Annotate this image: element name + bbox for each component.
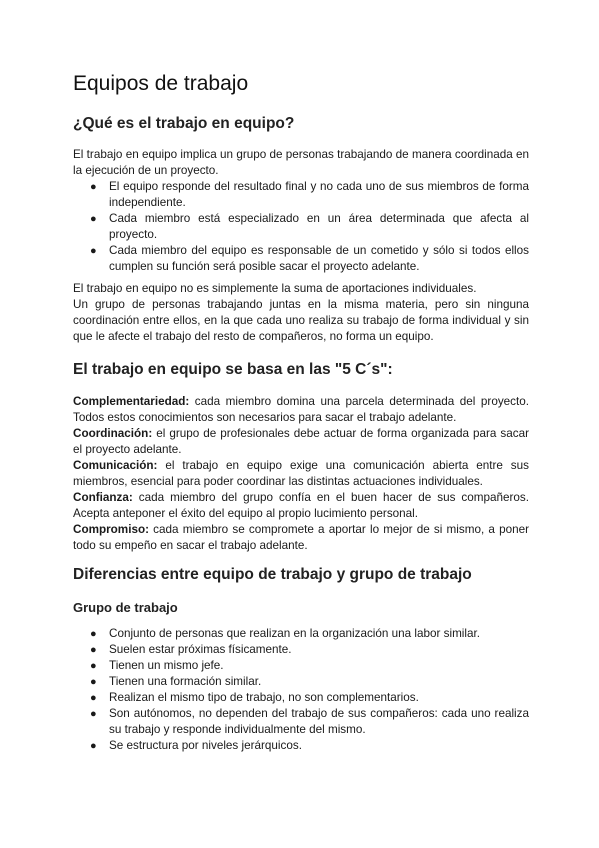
list-item: ● Cada miembro del equipo es responsable de un cometido y sólo si todos ellos cumplen su función será posible sacar el proyecto adelante. (90, 244, 529, 273)
bullet-list-equipo (73, 179, 529, 275)
five-c-item-confianza: Confianza: cada miembro del grupo confía en el buen hacer de sus compañeros. Acepta anteponer el éxito del equipo al propio lucimiento personal. (73, 491, 529, 520)
paragraph-grupo-personas: Un grupo de personas trabajando juntas en la misma materia, pero sin ninguna coordinación entre ellos, en la que cada uno realiza su trabajo de forma individual y sin que le afecte el trabajo del resto de compañeros, no forma un equipo. (73, 298, 529, 343)
list-item: ● Suelen estar próximas físicamente. (90, 643, 292, 656)
intro-paragraph: El trabajo en equipo implica un grupo de personas trabajando de manera coordinada en la ejecución de un proyecto. (73, 148, 529, 177)
section-heading-5cs: El trabajo en equipo se basa en las "5 C´s": (73, 361, 393, 378)
list-item: ● Son autónomos, no dependen del trabajo de sus compañeros: cada uno realiza su trabajo y responde individualmente del mismo. (90, 707, 529, 736)
list-item: ● Se estructura por niveles jerárquicos. (90, 739, 302, 752)
bullet-icon: ● (90, 708, 97, 720)
bullet-icon: ● (90, 644, 97, 656)
bullet-icon: ● (90, 692, 97, 704)
bullet-icon: ● (90, 660, 97, 672)
list-item: ● El equipo responde del resultado final y no cada uno de sus miembros de forma independiente. (90, 180, 529, 209)
section-heading-que-es: ¿Qué es el trabajo en equipo? (73, 115, 295, 132)
list-item: ● Tienen un mismo jefe. (90, 659, 224, 672)
bullet-icon: ● (90, 181, 97, 193)
five-c-item-complementariedad: Complementariedad: cada miembro domina una parcela determinada del proyecto. Todos estos conocimientos son necesarios para sacar el trabajo adelante. (73, 395, 529, 424)
five-cs-list (73, 394, 529, 554)
list-item: ● Realizan el mismo tipo de trabajo, no son complementarios. (90, 691, 419, 704)
bullet-icon: ● (90, 245, 97, 257)
bullet-icon: ● (90, 676, 97, 688)
bullet-icon: ● (90, 740, 97, 752)
list-item: ● Tienen una formación similar. (90, 675, 262, 688)
five-c-item-coordinacion: Coordinación: el grupo de profesionales debe actuar de forma organizada para sacar el proyecto adelante. (73, 427, 529, 456)
five-c-item-compromiso: Compromiso: cada miembro se compromete a aportar lo mejor de si mismo, a poner todo su empeño en sacar el trabajo adelante. (73, 523, 529, 552)
bullet-icon: ● (90, 628, 97, 640)
paragraph-suma: El trabajo en equipo no es simplemente la suma de aportaciones individuales. (73, 282, 477, 295)
list-item: ● Cada miembro está especializado en un área determinada que afecta al proyecto. (90, 212, 529, 241)
list-item: ● Conjunto de personas que realizan en la organización una labor similar. (90, 627, 480, 640)
section-heading-diferencias: Diferencias entre equipo de trabajo y grupo de trabajo (73, 566, 472, 583)
subheading-grupo-trabajo: Grupo de trabajo (73, 600, 178, 615)
bullet-list-grupo (73, 626, 529, 754)
bullet-icon: ● (90, 213, 97, 225)
page-title: Equipos de trabajo (73, 72, 249, 95)
five-c-item-comunicacion: Comunicación: el trabajo en equipo exige una comunicación abierta entre sus miembros, esencial para poder coordinar las distintas actuaciones individuales. (73, 459, 529, 488)
